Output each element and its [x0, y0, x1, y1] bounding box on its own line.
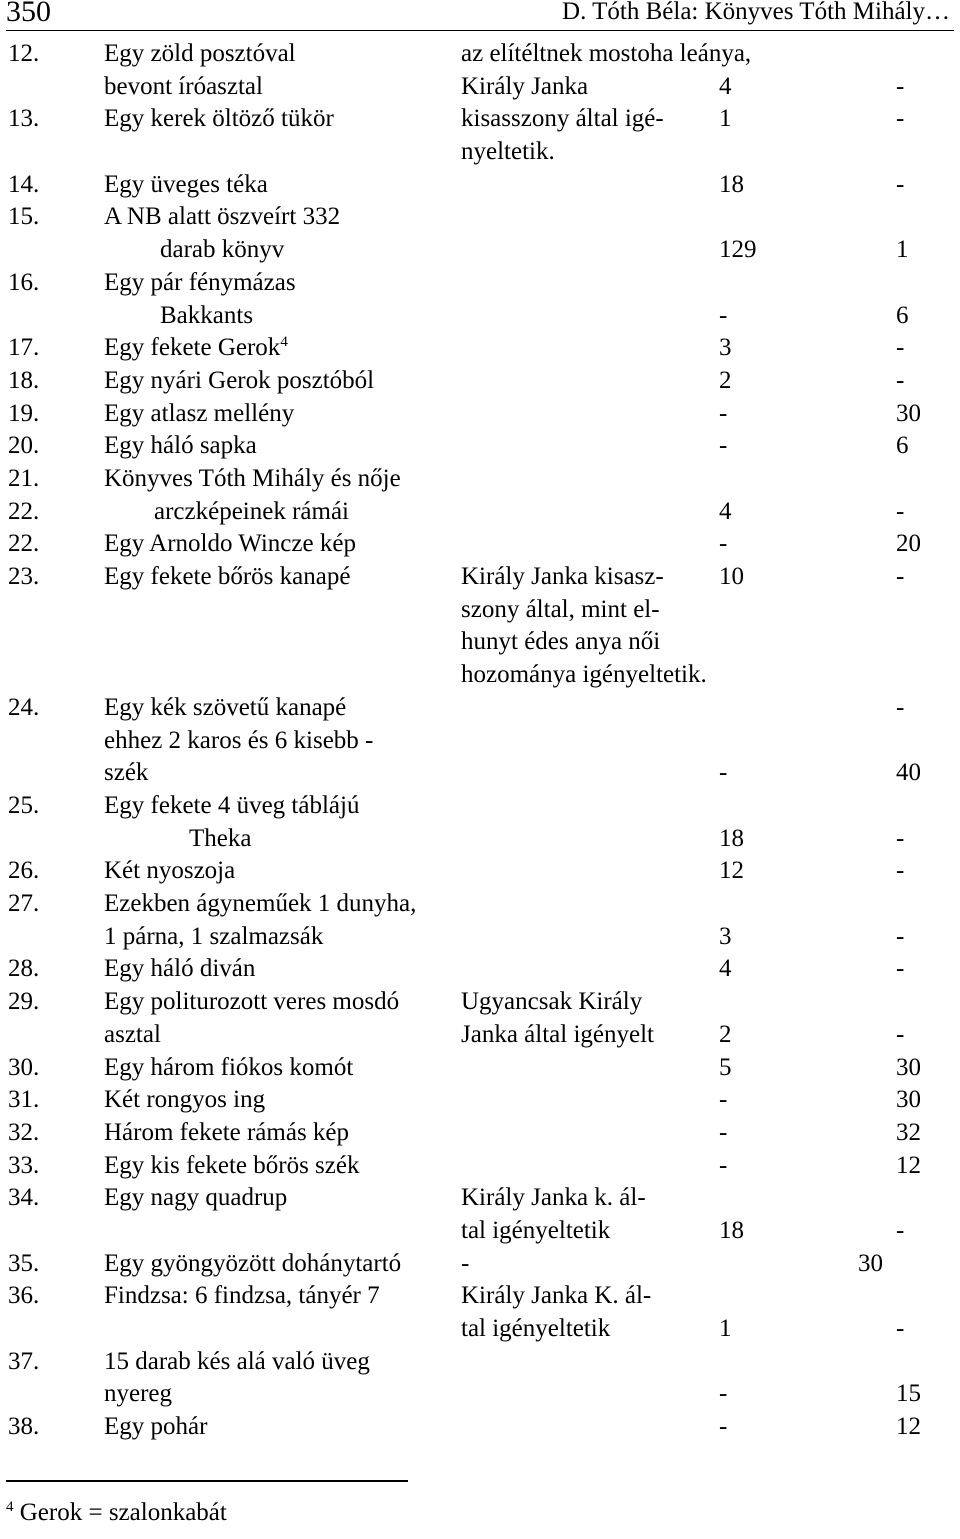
list-item [0, 953, 960, 986]
item-value-b: - [896, 72, 905, 100]
item-value-a: - [719, 1118, 728, 1146]
item-value-a: 3 [719, 922, 732, 950]
footnote [6, 1497, 227, 1529]
item-description: Könyves Tóth Mihály és nője [104, 465, 401, 492]
list-item [0, 1150, 960, 1183]
item-number: 16. [8, 268, 40, 296]
page-header [6, 0, 954, 31]
item-number: 19. [8, 399, 40, 427]
item-description: Egy pohár [104, 1413, 208, 1441]
item-number: 24. [8, 693, 40, 721]
list-item [0, 1117, 960, 1150]
item-description: Egy pár fénymázas [104, 268, 296, 296]
item-value-b: 20 [896, 530, 921, 558]
item-value-b: - [896, 955, 905, 983]
item-description: A NB alatt öszveírt 332 [104, 203, 341, 231]
item-number: 18. [8, 366, 40, 394]
item-description: Egy három fiókos komót [104, 1053, 354, 1081]
item-value-b: - [896, 334, 905, 362]
item-value-b: 15 [896, 1380, 921, 1408]
list-item [0, 463, 960, 528]
item-number: 38. [8, 1413, 40, 1441]
list-item [0, 1346, 960, 1411]
list-item [0, 1052, 960, 1085]
item-description: Egy fekete 4 üveg táblájú [104, 791, 360, 819]
list-item [0, 855, 960, 888]
list-item [0, 1411, 960, 1444]
item-number: 36. [8, 1282, 40, 1310]
item-description: Egy üveges téka [104, 170, 268, 198]
item-note: kisasszony által igé- nyeltetik. [461, 105, 664, 166]
item-value-b: - [896, 1216, 905, 1244]
item-value-b: 6 [896, 301, 909, 329]
item-number: 35. [8, 1249, 40, 1277]
list-item [0, 430, 960, 463]
item-value-b: - [896, 563, 905, 591]
item-value-a: 18 [719, 170, 744, 198]
item-value-a: - [719, 1151, 728, 1179]
item-value-a: - [461, 1249, 470, 1277]
item-number: 22. [8, 530, 40, 558]
list-item [0, 1084, 960, 1117]
item-number: 30. [8, 1053, 40, 1081]
list-item [0, 1248, 960, 1281]
item-value-a: 18 [719, 1216, 744, 1244]
item-value-b-first: - [896, 693, 905, 721]
item-number: 12. [8, 40, 40, 67]
item-number: 34. [8, 1184, 40, 1212]
item-description: Egy kék szövetű kanapé ehhez 2 karos és 6 kisebb - szék [104, 693, 374, 787]
item-value-a: 1 [719, 1315, 732, 1343]
item-value-a: 3 [719, 334, 732, 362]
list-item [0, 103, 960, 168]
item-value-b: 32 [896, 1118, 921, 1146]
item-value-b: - [896, 497, 905, 525]
item-description-continued: Theka [189, 824, 252, 852]
item-value-b: - [896, 857, 905, 885]
item-value-b: - [896, 170, 905, 198]
item-value-a: 129 [719, 236, 757, 264]
item-value-a: - [719, 1086, 728, 1114]
item-description: Ezekben ágyneműek 1 dunyha, 1 párna, 1 szalmazsák [104, 890, 417, 950]
list-item [0, 790, 960, 855]
item-value-b: - [896, 922, 905, 950]
list-item [0, 38, 960, 103]
list-item [0, 169, 960, 202]
item-value-a: - [719, 759, 728, 787]
item-number: 26. [8, 857, 40, 885]
item-value-b: 30 [896, 1053, 921, 1081]
item-value-a: - [719, 530, 728, 558]
item-number: 23. [8, 563, 40, 591]
item-value-b: 1 [896, 236, 909, 264]
item-description [104, 332, 288, 365]
item-description: Két rongyos ing [104, 1086, 266, 1114]
page-number: 350 [6, 0, 51, 28]
item-description: Egy Arnoldo Wincze kép [104, 530, 356, 558]
list-item [0, 692, 960, 790]
footnote-text: Gerok = szalonkabát [19, 1499, 227, 1526]
item-value-a: 4 [719, 72, 732, 100]
item-number: 13. [8, 105, 40, 133]
item-value-b: - [896, 105, 905, 133]
item-value-b: - [896, 1315, 905, 1343]
item-value-a: 4 [719, 497, 732, 525]
item-value-a: 12 [719, 857, 744, 885]
item-value-a: 2 [719, 366, 732, 394]
item-value-b: 12 [896, 1151, 921, 1179]
item-description: Egy nyári Gerok posztóból [104, 366, 375, 394]
item-note: Király Janka k. ál- tal igényeltetik [461, 1184, 646, 1244]
item-description: Két nyoszoja [104, 857, 236, 885]
item-note: Ugyancsak Király Janka által igényelt [461, 988, 654, 1048]
item-description: Egy háló diván [104, 955, 256, 983]
item-value-a: 1 [719, 105, 732, 133]
item-description: Három fekete rámás kép [104, 1118, 350, 1146]
item-description: Egy fekete bőrös kanapé [104, 563, 351, 591]
item-description-text: Egy fekete Gerok [104, 334, 281, 362]
inventory-list [0, 38, 960, 1444]
item-value-b: - [896, 1020, 905, 1048]
item-value-a: - [719, 301, 728, 329]
item-description-continued: arczképeinek rámái [154, 497, 350, 525]
item-value-b: 6 [896, 432, 909, 460]
item-description: Egy kerek öltöző tükör [104, 105, 334, 133]
item-description: Egy nagy quadrup [104, 1184, 288, 1212]
item-description: Egy gyöngyözött dohánytartó [104, 1249, 402, 1277]
item-number: 27. [8, 890, 40, 918]
item-note: Király Janka K. ál- tal igényeltetik [461, 1282, 652, 1343]
item-number: 32. [8, 1118, 40, 1146]
item-number: 37. [8, 1347, 40, 1375]
list-item [0, 201, 960, 266]
list-item [0, 365, 960, 398]
list-item [0, 1280, 960, 1345]
item-description-continued: Bakkants [160, 301, 254, 329]
item-value-b: - [896, 366, 905, 394]
item-value-a: 5 [719, 1053, 732, 1081]
item-number: 25. [8, 791, 40, 819]
list-item [0, 986, 960, 1051]
item-number: 33. [8, 1151, 40, 1179]
item-note: az elítéltnek mostoha leánya, Király Janka [461, 40, 752, 100]
item-value-a: 18 [719, 824, 744, 852]
item-description: 15 darab kés alá való üveg nyereg [104, 1347, 370, 1408]
item-value-b: 30 [896, 399, 921, 427]
item-value-a: - [719, 1413, 728, 1441]
item-description: Egy atlasz mellény [104, 399, 295, 427]
item-value-b: 12 [896, 1413, 921, 1441]
item-description: Findzsa: 6 findzsa, tányér 7 [104, 1282, 380, 1310]
footnote-separator [6, 1480, 408, 1482]
footnote-mark: 4 [6, 1499, 14, 1515]
item-description-continued: darab könyv [160, 236, 285, 264]
item-description: Egy politurozott veres mosdó asztal [104, 988, 400, 1048]
item-value-a: - [719, 399, 728, 427]
item-number: 15. [8, 203, 40, 231]
item-number: 14. [8, 170, 40, 198]
item-value-b: 40 [896, 759, 921, 787]
item-note: Király Janka kisasz- szony által, mint el- hunyt édes anya női hozománya igényeltetik. [461, 563, 707, 689]
item-number: 28. [8, 955, 40, 983]
item-description: Egy kis fekete bőrös szék [104, 1151, 360, 1179]
item-number: 29. [8, 988, 40, 1016]
list-item [0, 398, 960, 431]
item-number: 17. [8, 334, 40, 362]
list-item [0, 1182, 960, 1247]
item-value-a: - [719, 1380, 728, 1408]
item-value-a: - [719, 432, 728, 460]
item-value-b: 30 [896, 1086, 921, 1114]
item-description: Egy háló sapka [104, 432, 257, 460]
list-item [0, 267, 960, 332]
footnote-reference: 4 [280, 334, 288, 351]
list-item [0, 561, 960, 692]
item-number: 31. [8, 1086, 40, 1114]
list-item [0, 332, 960, 365]
list-item [0, 888, 960, 953]
item-value-a: 2 [719, 1020, 732, 1048]
item-value-b: 30 [858, 1249, 883, 1277]
list-item [0, 528, 960, 561]
running-head: D. Tóth Béla: Könyves Tóth Mihály… [562, 0, 950, 25]
item-description: Egy zöld posztóval bevont íróasztal [104, 40, 296, 100]
item-number: 20. [8, 432, 40, 460]
item-number: 21. 22. [8, 465, 40, 525]
item-value-a: 10 [719, 563, 744, 591]
item-value-a: 4 [719, 955, 732, 983]
item-value-b: - [896, 824, 905, 852]
